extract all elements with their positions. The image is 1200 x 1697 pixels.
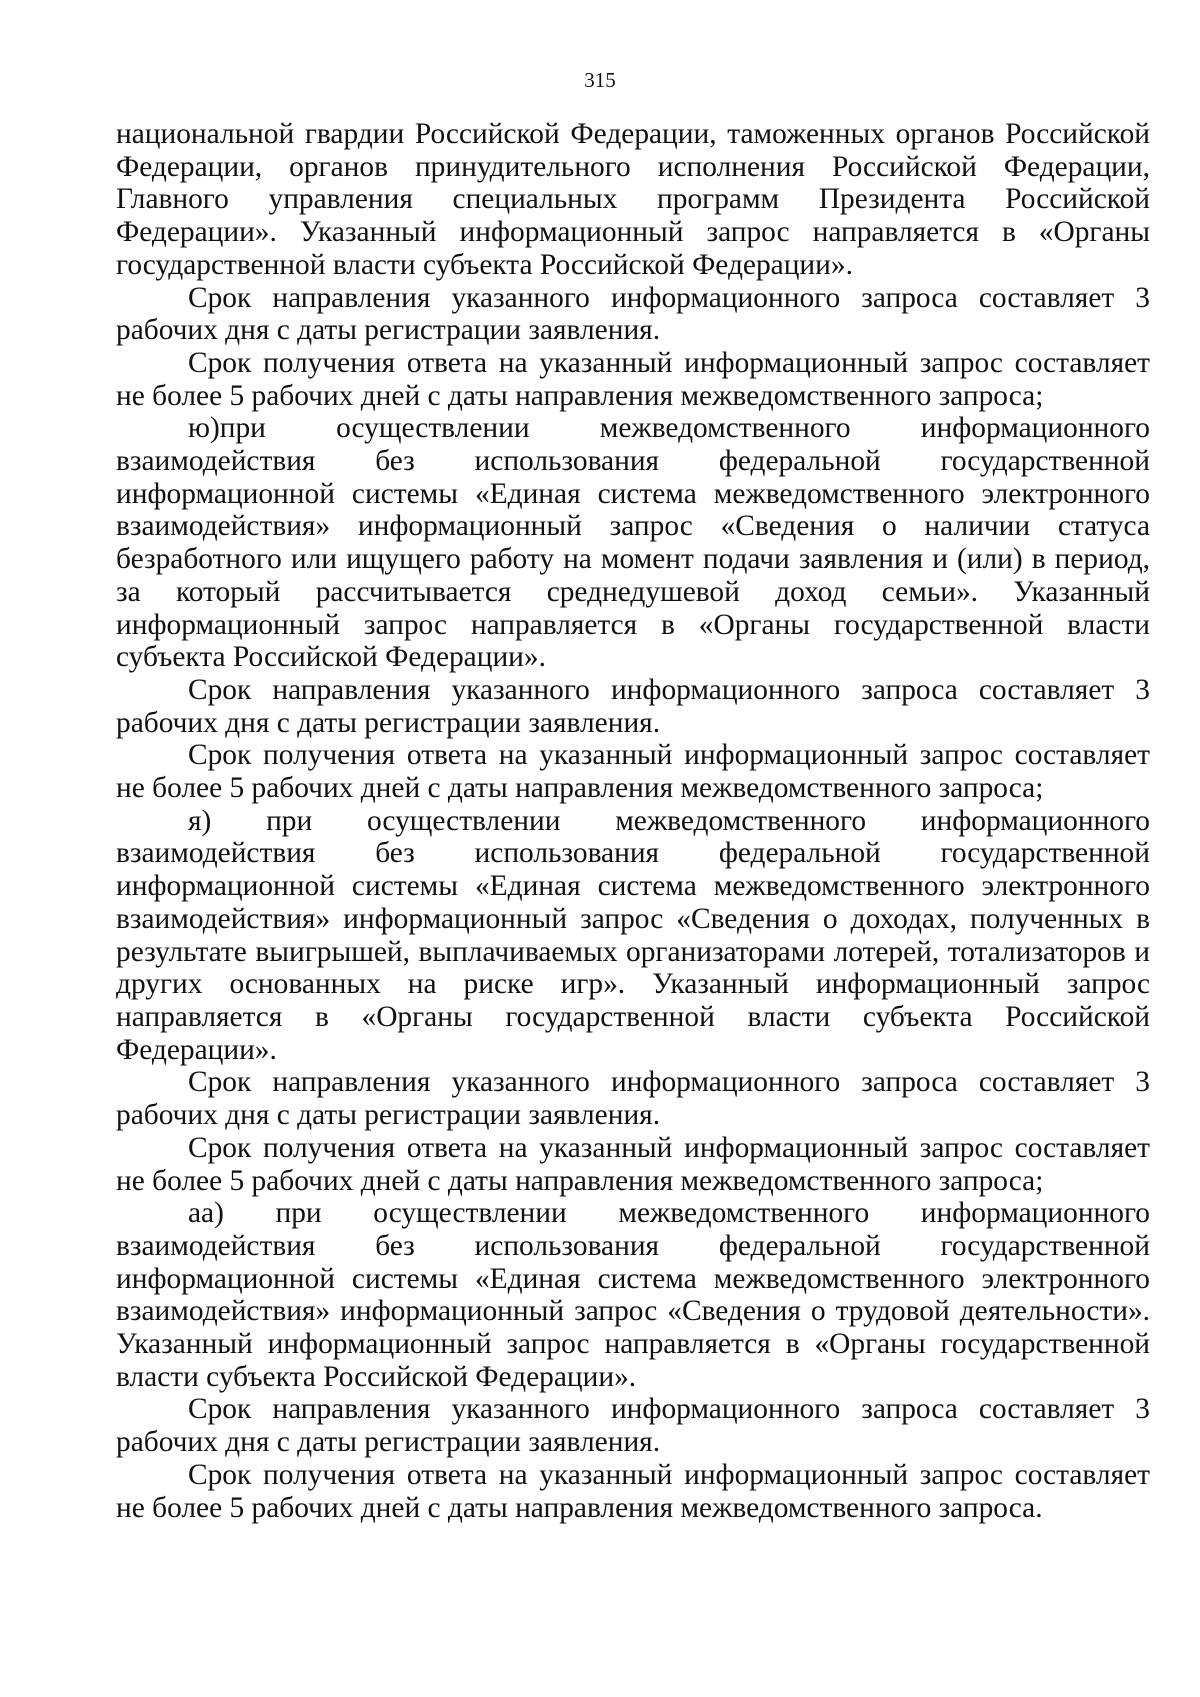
paragraph-response-deadline: Срок получения ответа на указанный информационный запрос составляет не более 5 рабочих дней с даты направления межведомственного запроса.: [116, 1458, 1150, 1524]
page-number: 315: [584, 68, 616, 92]
paragraph-continuation: национальной гвардии Российской Федерации, таможенных органов Российской Федерации, органов принудительного исполнения Российской Федерации, Главного управления специальных программ Президента Российской Федерации». Указанный информационный запрос направляется в «Органы государственной власти субъекта Российской Федерации».: [116, 118, 1150, 281]
paragraph-item-ya: я) при осуществлении межведомственного информационного взаимодействия без использования федеральной государственной информационной системы «Единая система межведомственного электронного взаимодействия» информационный запрос «Сведения о доходах, полученных в результате выигрышей, выплачиваемых организаторами лотерей, тотализаторов и других основанных на риске игр». Указанный информационный запрос направляется в «Органы государственной власти субъекта Российской Федерации».: [116, 804, 1150, 1066]
paragraph-send-deadline: Срок направления указанного информационного запроса составляет 3 рабочих дня с даты регистрации заявления.: [116, 281, 1150, 347]
document-body: [116, 118, 1150, 1524]
paragraph-response-deadline: Срок получения ответа на указанный информационный запрос составляет не более 5 рабочих дней с даты направления межведомственного запроса;: [116, 1131, 1150, 1197]
paragraph-response-deadline: Срок получения ответа на указанный информационный запрос составляет не более 5 рабочих дней с даты направления межведомственного запроса;: [116, 739, 1150, 805]
paragraph-send-deadline: Срок направления указанного информационного запроса составляет 3 рабочих дня с даты регистрации заявления.: [116, 673, 1150, 739]
paragraph-response-deadline: Срок получения ответа на указанный информационный запрос составляет не более 5 рабочих дней с даты направления межведомственного запроса;: [116, 346, 1150, 412]
paragraph-item-aa: аа) при осуществлении межведомственного информационного взаимодействия без использования федеральной государственной информационной системы «Единая система межведомственного электронного взаимодействия» информационный запрос «Сведения о трудовой деятельности». Указанный информационный запрос направляется в «Органы государственной власти субъекта Российской Федерации».: [116, 1197, 1150, 1393]
paragraph-send-deadline: Срок направления указанного информационного запроса составляет 3 рабочих дня с даты регистрации заявления.: [116, 1393, 1150, 1459]
paragraph-item-yu: ю)при осуществлении межведомственного информационного взаимодействия без использования федеральной государственной информационной системы «Единая система межведомственного электронного взаимодействия» информационный запрос «Сведения о наличии статуса безработного или ищущего работу на момент подачи заявления и (или) в период, за который рассчитывается среднедушевой доход семьи». Указанный информационный запрос направляется в «Органы государственной власти субъекта Российской Федерации».: [116, 412, 1150, 674]
paragraph-send-deadline: Срок направления указанного информационного запроса составляет 3 рабочих дня с даты регистрации заявления.: [116, 1066, 1150, 1132]
